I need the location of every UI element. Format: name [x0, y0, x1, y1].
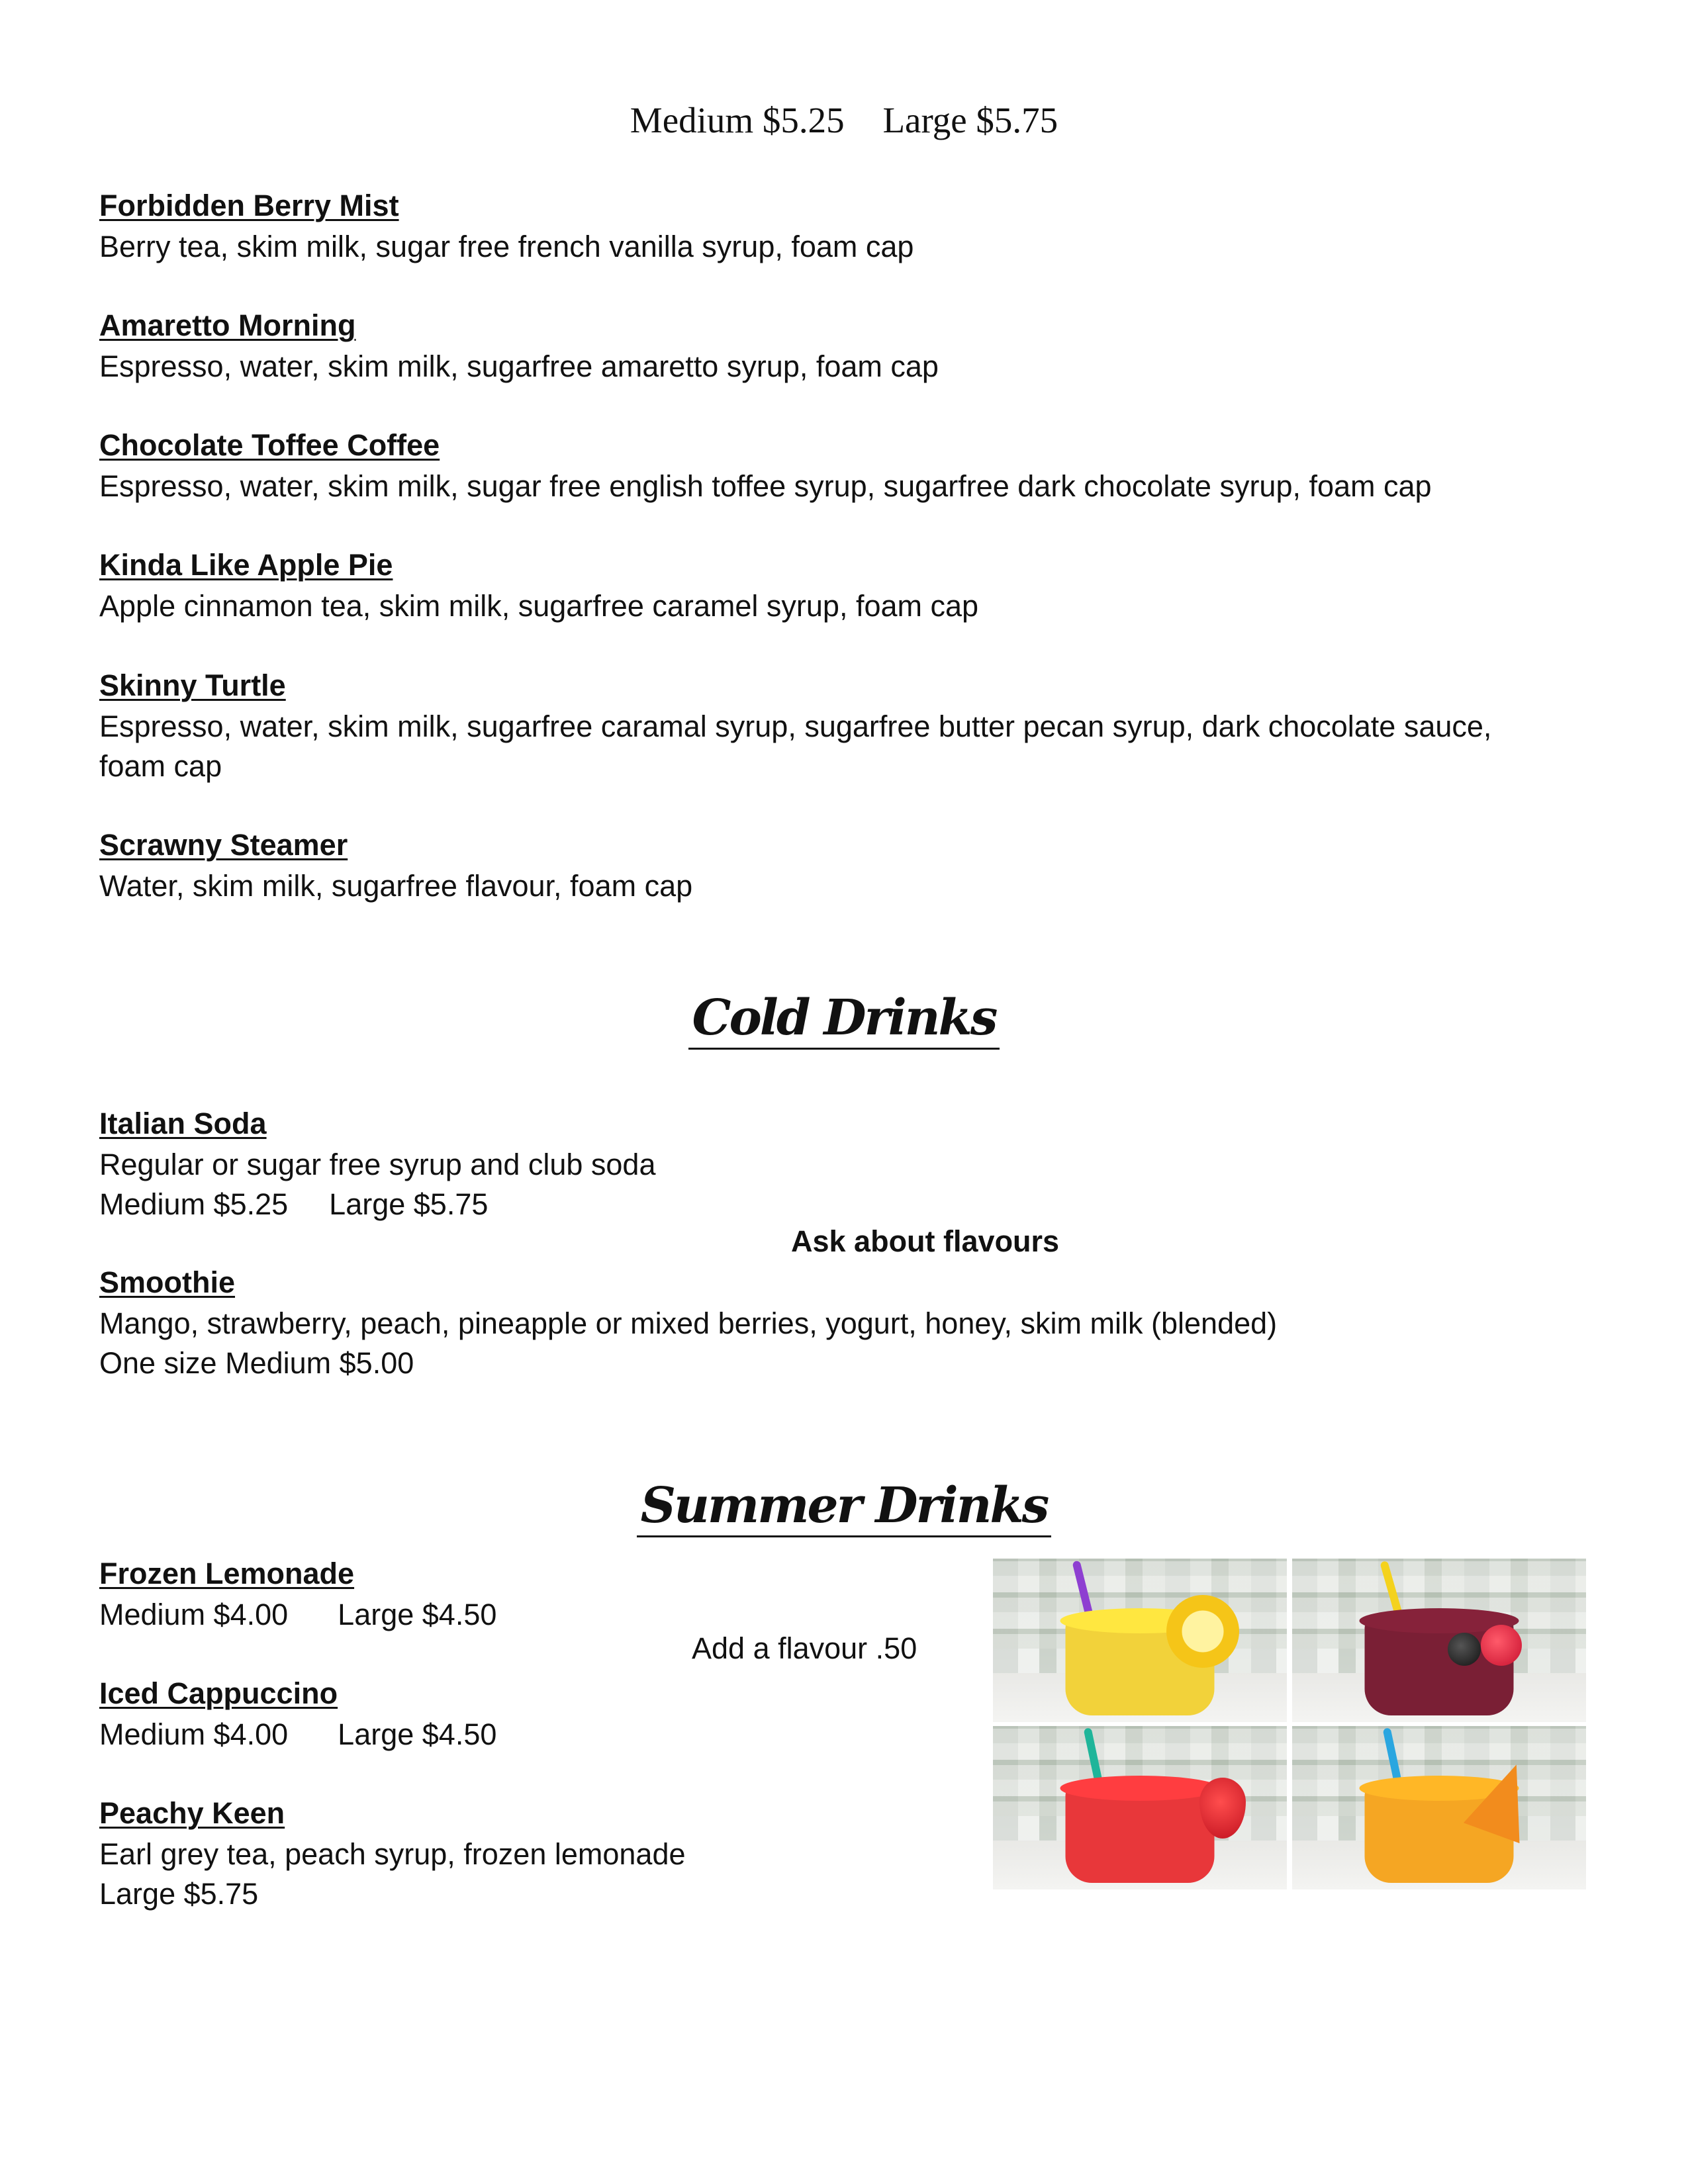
item-title-frozen-lemonade: Frozen Lemonade	[99, 1557, 355, 1590]
item-desc-skinny-turtle-line2: foam cap	[99, 749, 222, 783]
blackberry-icon	[1448, 1633, 1481, 1666]
cold-drinks-heading-text: Cold Drinks	[688, 989, 1000, 1050]
item-title-skinny-turtle: Skinny Turtle	[99, 668, 286, 702]
iced-cappuccino-medium: Medium $4.00	[99, 1717, 289, 1751]
summer-drinks-heading	[0, 1477, 1688, 1534]
strawberry-smoothie-photo	[993, 1726, 1287, 1889]
size-price-header	[0, 99, 1688, 141]
frozen-lemonade-photo	[993, 1559, 1287, 1722]
item-desc-scrawny-steamer: Water, skim milk, sugarfree flavour, foam cap	[99, 869, 693, 903]
strawberry-cup-icon	[1066, 1784, 1215, 1883]
item-desc-peachy-keen: Earl grey tea, peach syrup, frozen lemonade	[99, 1837, 686, 1871]
item-desc-chocolate-toffee-coffee: Espresso, water, skim milk, sugar free english toffee syrup, sugarfree dark chocolate syrup, foam cap	[99, 469, 1432, 503]
summer-drinks-photo-grid	[993, 1559, 1586, 1889]
mango-smoothie-photo	[1292, 1726, 1586, 1889]
item-price-italian-soda	[99, 1187, 488, 1222]
item-title-forbidden-berry-mist: Forbidden Berry Mist	[99, 189, 399, 222]
frozen-lemonade-medium: Medium $4.00	[99, 1598, 289, 1631]
item-desc-forbidden-berry-mist: Berry tea, skim milk, sugar free french vanilla syrup, foam cap	[99, 230, 914, 263]
item-title-peachy-keen: Peachy Keen	[99, 1796, 285, 1830]
item-title-amaretto-morning: Amaretto Morning	[99, 308, 356, 342]
item-title-smoothie: Smoothie	[99, 1265, 236, 1299]
iced-cappuccino-large: Large $4.50	[338, 1717, 497, 1751]
item-price-peachy-keen: Large $5.75	[99, 1877, 259, 1911]
berry-smoothie-photo	[1292, 1559, 1586, 1722]
frozen-lemonade-large: Large $4.50	[338, 1598, 497, 1631]
item-title-kinda-like-apple-pie: Kinda Like Apple Pie	[99, 548, 393, 582]
item-desc-amaretto-morning: Espresso, water, skim milk, sugarfree amaretto syrup, foam cap	[99, 349, 939, 383]
italian-soda-medium: Medium $5.25	[99, 1187, 289, 1221]
item-desc-italian-soda: Regular or sugar free syrup and club soda	[99, 1148, 656, 1181]
item-title-italian-soda: Italian Soda	[99, 1107, 267, 1140]
item-desc-skinny-turtle-line1: Espresso, water, skim milk, sugarfree caramal syrup, sugarfree butter pecan syrup, dark chocolate sauce,	[99, 709, 1492, 743]
item-desc-smoothie: Mango, strawberry, peach, pineapple or mixed berries, yogurt, honey, skim milk (blended)	[99, 1306, 1278, 1340]
italian-soda-large: Large $5.75	[329, 1187, 489, 1221]
summer-drinks-heading-text: Summer Drinks	[637, 1477, 1052, 1537]
header-large-price: Large $5.75	[882, 100, 1058, 140]
lemon-slice-icon	[1166, 1595, 1239, 1668]
item-title-scrawny-steamer: Scrawny Steamer	[99, 828, 348, 862]
raspberry-icon	[1481, 1625, 1522, 1666]
add-flavour-note: Add a flavour .50	[692, 1631, 917, 1665]
item-price-iced-cappuccino	[99, 1717, 496, 1752]
item-price-smoothie: One size Medium $5.00	[99, 1346, 414, 1380]
item-title-iced-cappuccino: Iced Cappuccino	[99, 1676, 338, 1710]
item-desc-kinda-like-apple-pie: Apple cinnamon tea, skim milk, sugarfree caramel syrup, foam cap	[99, 589, 979, 623]
item-title-chocolate-toffee-coffee: Chocolate Toffee Coffee	[99, 428, 440, 462]
item-price-frozen-lemonade	[99, 1598, 496, 1632]
ask-about-flavours-note: Ask about flavours	[791, 1224, 1060, 1258]
cold-drinks-heading	[0, 989, 1688, 1046]
header-medium-price: Medium $5.25	[630, 100, 845, 140]
